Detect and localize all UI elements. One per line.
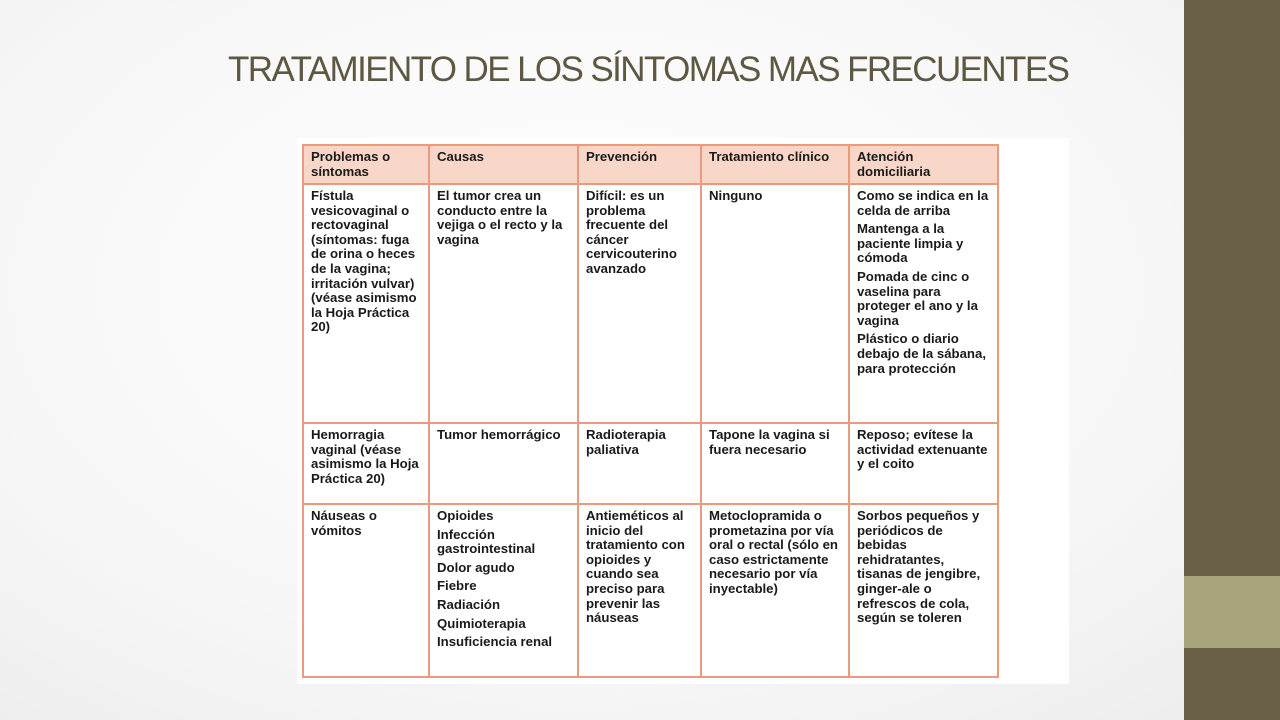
cell-causas bbox=[429, 504, 578, 677]
cell-problema: Hemorragia vaginal (véase asimismo la Hoja Práctica 20) bbox=[303, 423, 429, 504]
causa-item: Quimioterapia bbox=[437, 615, 526, 631]
cell-tratamiento: Tapone la vagina si fuera necesario bbox=[701, 423, 849, 504]
header-tratamiento: Tratamiento clínico bbox=[701, 145, 849, 184]
causa-item: Insuficiencia renal bbox=[437, 634, 553, 650]
atencion-item: Como se indica en la celda de arriba bbox=[857, 188, 989, 218]
cell-prevencion: Antieméticos al inicio del tratamiento con opioides y cuando sea preciso para prevenir las náuseas bbox=[578, 504, 701, 677]
cell-atencion bbox=[849, 504, 998, 677]
cell-prevencion: Radioterapia paliativa bbox=[578, 423, 701, 504]
causa-item: Infección gastrointestinal bbox=[437, 526, 536, 557]
header-prevencion: Prevención bbox=[578, 145, 701, 184]
causa-item: Radiación bbox=[437, 596, 501, 612]
header-atencion: Atención domiciliaria bbox=[849, 145, 998, 184]
cell-prevencion: Difícil: es un problema frecuente del cáncer cervicouterino avanzado bbox=[578, 184, 701, 423]
table-row bbox=[303, 184, 998, 423]
atencion-item: Pomada de cinc o vaselina para proteger el ano y la vagina bbox=[857, 268, 978, 328]
causa-item: Fiebre bbox=[437, 578, 477, 594]
cell-tratamiento: Ninguno bbox=[701, 184, 849, 423]
cell-problema: Náuseas o vómitos bbox=[303, 504, 429, 677]
cell-tratamiento: Metoclopramida o prometazina por vía oral o rectal (sólo en caso estrictamente necesario por vía inyectable) bbox=[701, 504, 849, 677]
table-image bbox=[297, 138, 1069, 684]
table-row bbox=[303, 423, 998, 504]
cell-atencion bbox=[849, 184, 998, 423]
decorative-side-accent bbox=[1184, 576, 1280, 648]
atencion-item: Sorbos pequeños y periódicos de bebidas rehidratantes, tisanas de jengibre, ginger-ale o refrescos de cola, según se toleren bbox=[857, 508, 981, 626]
atencion-item: Reposo; evítese la actividad extenuante y el coito bbox=[857, 427, 988, 472]
causa-item: Opioides bbox=[437, 508, 494, 523]
atencion-item: Mantenga a la paciente limpia y cómoda bbox=[857, 221, 964, 266]
cell-problema: Fístula vesicovaginal o rectovaginal (síntomas: fuga de orina o heces de la vagina; irritación vulvar) (véase asimismo la Hoja Práctica 20) bbox=[303, 184, 429, 423]
cell-causas bbox=[429, 184, 578, 423]
causa-item: Tumor hemorrágico bbox=[437, 427, 561, 442]
symptoms-table bbox=[302, 144, 999, 678]
cell-causas bbox=[429, 423, 578, 504]
causa-item: Dolor agudo bbox=[437, 559, 515, 575]
header-causas: Causas bbox=[429, 145, 578, 184]
header-problemas: Problemas o síntomas bbox=[303, 145, 429, 184]
cell-atencion bbox=[849, 423, 998, 504]
atencion-item: Plástico o diario debajo de la sábana, para protección bbox=[857, 331, 986, 376]
causa-item: El tumor crea un conducto entre la vejiga o el recto y la vagina bbox=[437, 188, 563, 247]
table-row bbox=[303, 504, 998, 677]
slide-title: TRATAMIENTO DE LOS SÍNTOMAS MAS FRECUENTES bbox=[228, 50, 1069, 89]
table-header-row bbox=[303, 145, 998, 184]
